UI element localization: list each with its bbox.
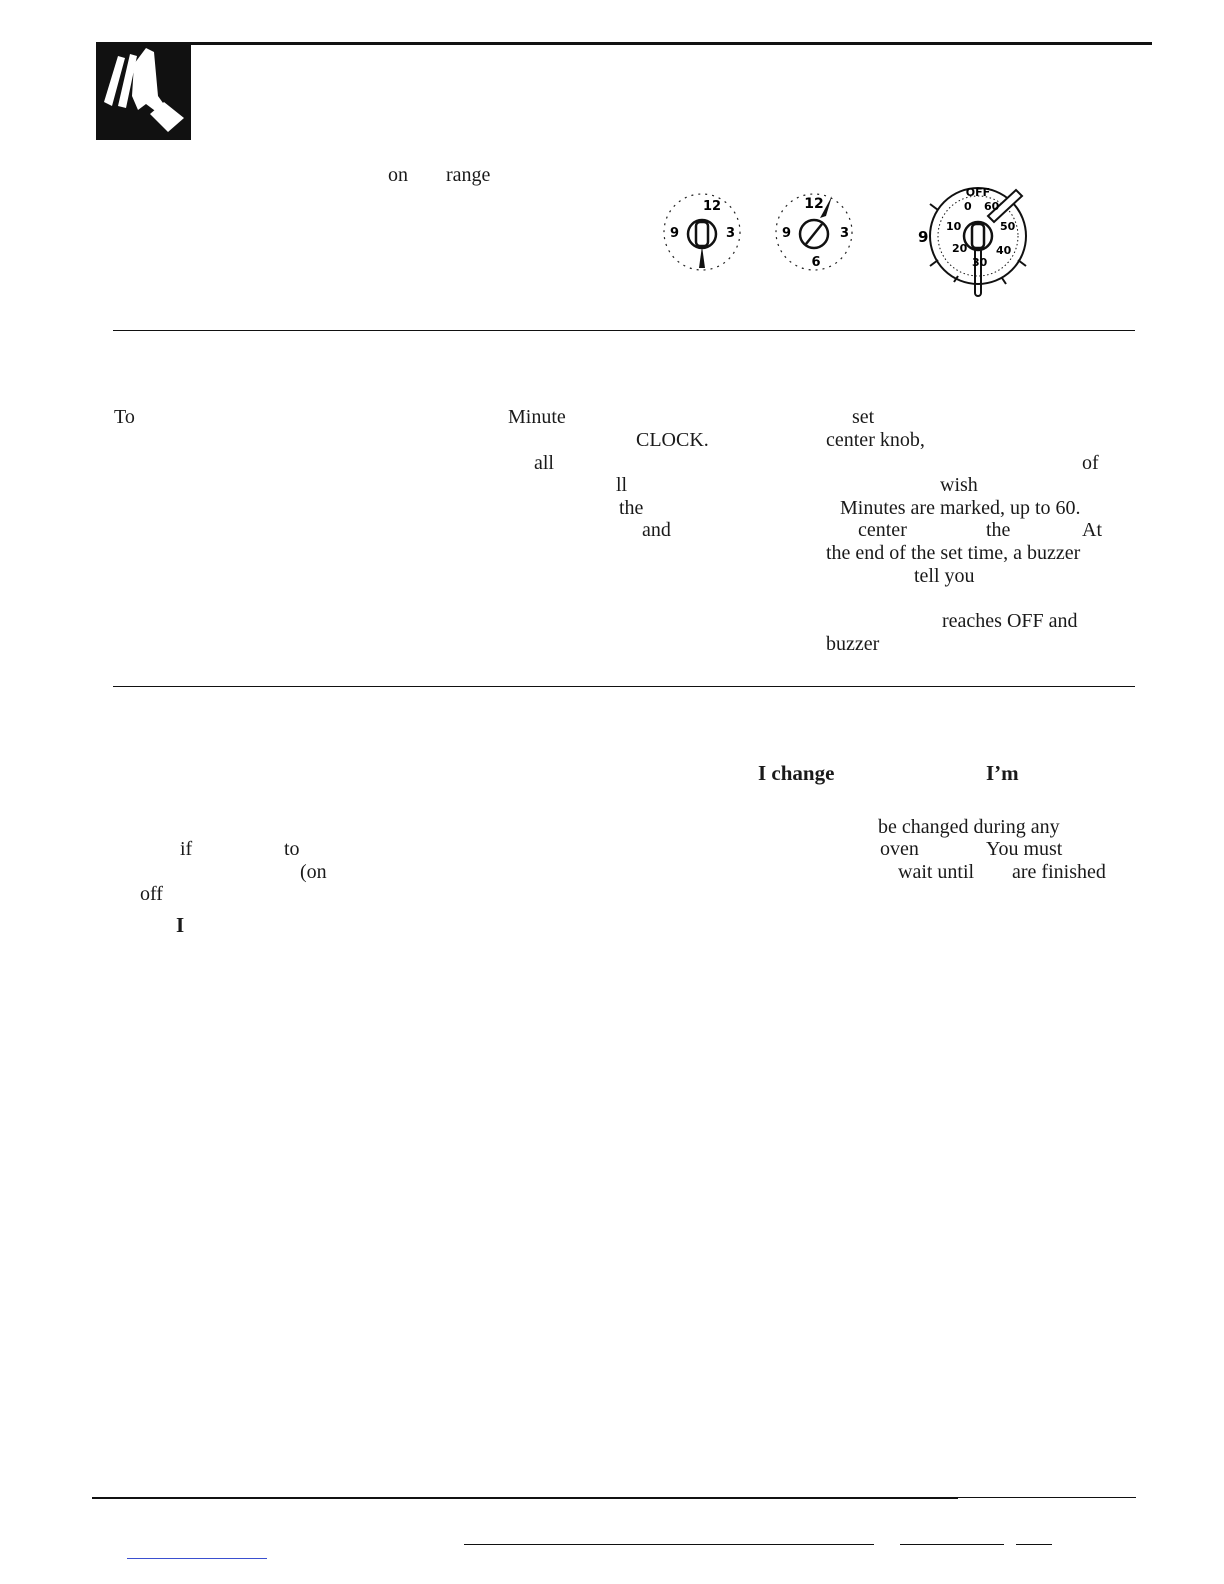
timer-text-all: all	[534, 452, 554, 474]
section-divider-1	[113, 330, 1135, 331]
faq-left-to: to	[284, 838, 300, 860]
faq-answer-wait-until: wait until	[898, 861, 975, 883]
faq-answer-line1: be changed during any	[878, 816, 1060, 838]
clock-right-3: 3	[840, 226, 850, 241]
timer-0: 0	[964, 200, 972, 213]
timer-9: 9	[918, 228, 929, 246]
faq-left-if: if	[180, 838, 193, 860]
timer-text-and: and	[642, 519, 671, 541]
footer-rule-lower-2	[900, 1544, 1004, 1545]
timer-text-ll: ll	[616, 474, 628, 496]
intro-range: range	[446, 164, 491, 186]
timer-text-clock: CLOCK.	[636, 429, 709, 451]
hand-pressing-button-icon	[96, 44, 191, 140]
intro-on: on	[388, 164, 408, 186]
timer-text-set: set	[852, 406, 875, 428]
timer-text-the: the	[619, 497, 644, 519]
timer-text-tell-you: tell you	[914, 565, 975, 587]
timer-30: 30	[972, 256, 988, 269]
clock-right-9: 9	[782, 226, 792, 241]
clock-left-3: 3	[726, 226, 736, 241]
timer-text-end-line: the end of the set time, a buzzer	[826, 542, 1081, 564]
header-top-rule	[96, 42, 1152, 45]
header-logo	[96, 44, 191, 140]
faq-answer-oven: oven	[880, 838, 919, 860]
faq-question-i-change: I change	[758, 761, 835, 785]
clock-dial-right	[776, 194, 852, 270]
faq-question-im: I’m	[986, 761, 1019, 785]
faq-answer-you-must: You must	[986, 838, 1063, 860]
clock-left-12: 12	[702, 199, 722, 214]
footer-rule-lower-1	[464, 1544, 874, 1545]
timer-text-the2: the	[986, 519, 1011, 541]
clock-right-12: 12	[804, 196, 824, 212]
timer-text-of: of	[1082, 452, 1099, 474]
clock-dial-illustration	[640, 184, 880, 288]
timer-text-center: center	[858, 519, 907, 541]
faq-left-i: I	[176, 913, 185, 937]
timer-text-reaches-off: reaches OFF and	[942, 610, 1078, 632]
timer-text-minutes-marked: Minutes are marked, up to 60.	[840, 497, 1081, 519]
clock-dial-left	[664, 194, 740, 270]
faq-left-on: (on	[300, 861, 327, 883]
clock-left-9: 9	[670, 226, 680, 241]
timer-10: 10	[946, 220, 962, 233]
clock-right-6: 6	[811, 255, 821, 270]
timer-text-at: At	[1082, 519, 1102, 541]
faq-answer-are-finished: are finished	[1012, 861, 1106, 883]
timer-50: 50	[1000, 220, 1016, 233]
timer-text-buzzer: buzzer	[826, 633, 880, 655]
faq-left-off: off	[140, 883, 163, 905]
timer-20: 20	[952, 242, 968, 255]
timer-text-minute: Minute	[508, 406, 566, 428]
timer-off: OFF	[965, 186, 991, 199]
minute-timer-dial-illustration	[912, 186, 1044, 306]
section-divider-2	[113, 686, 1135, 687]
timer-text-center-knob: center knob,	[826, 429, 925, 451]
footer-link-underline	[127, 1558, 267, 1559]
timer-text-wish: wish	[940, 474, 978, 496]
footer-rule-main	[92, 1497, 958, 1499]
timer-text-to: To	[114, 406, 135, 428]
timer-40: 40	[996, 244, 1012, 257]
timer-60: 60	[984, 200, 1000, 213]
footer-rule-right	[958, 1497, 1136, 1498]
footer-rule-lower-3	[1016, 1544, 1052, 1545]
